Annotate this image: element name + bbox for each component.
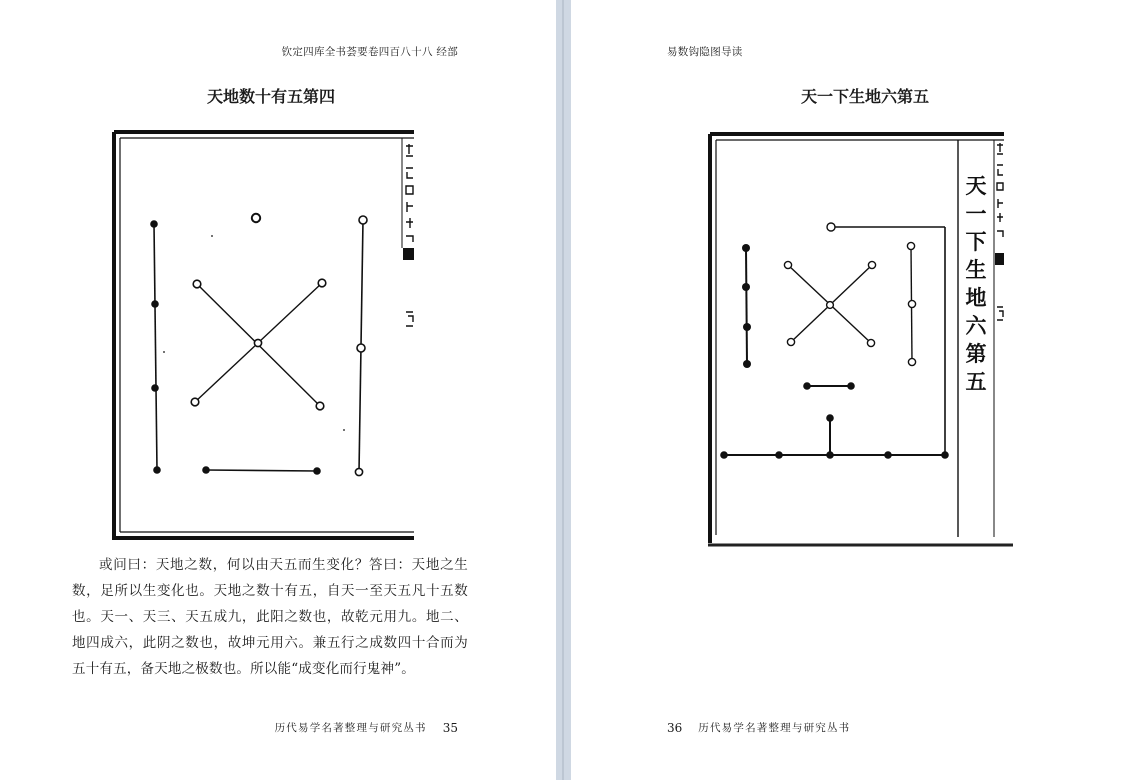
left-page (0, 0, 556, 780)
right-footer (667, 720, 850, 735)
right-page (571, 0, 1126, 780)
right-page-title: 天一下生地六第五 (801, 87, 930, 106)
body-paragraph (72, 552, 468, 682)
right-footer-series: 历代易学名著整理与研究丛书 (698, 722, 851, 734)
left-diagram (112, 130, 414, 542)
caption-char: 六 (965, 313, 987, 338)
right-running-head: 易数钩隐图导读 (667, 46, 743, 58)
gutter-divider (562, 0, 564, 780)
caption-char: 一 (965, 201, 987, 226)
left-running-head: 钦定四库全书荟要卷四百八十八 经部 (281, 46, 458, 58)
left-footer-series: 历代易学名著整理与研究丛书 (274, 722, 427, 734)
left-page-title: 天地数十有五第四 (207, 87, 336, 106)
right-diagram (708, 131, 1014, 549)
body-text: 或问曰：天地之数，何以由天五而生变化？答曰：天地之生数，足所以生变化也。天地之数十有五，自天一至天五凡十五数也。天一、天三、天五成九，此阳之数也，故乾元用九。地二、地四成六，此阴之数也，故坤元用六。兼五行之成数四十合而为五十有五，备天地之极数也。所以能“成变化而行鬼神”。 (72, 557, 468, 677)
caption-char: 五 (965, 369, 987, 394)
caption-char: 第 (965, 341, 987, 366)
caption-char: 生 (965, 257, 987, 282)
caption-char: 下 (965, 229, 987, 254)
left-footer (275, 720, 458, 735)
caption-char: 地 (965, 285, 987, 310)
caption-char: 天 (965, 173, 987, 198)
figure-vertical-caption (966, 173, 988, 394)
right-page-number: 36 (667, 720, 683, 735)
left-page-number: 35 (442, 720, 458, 735)
